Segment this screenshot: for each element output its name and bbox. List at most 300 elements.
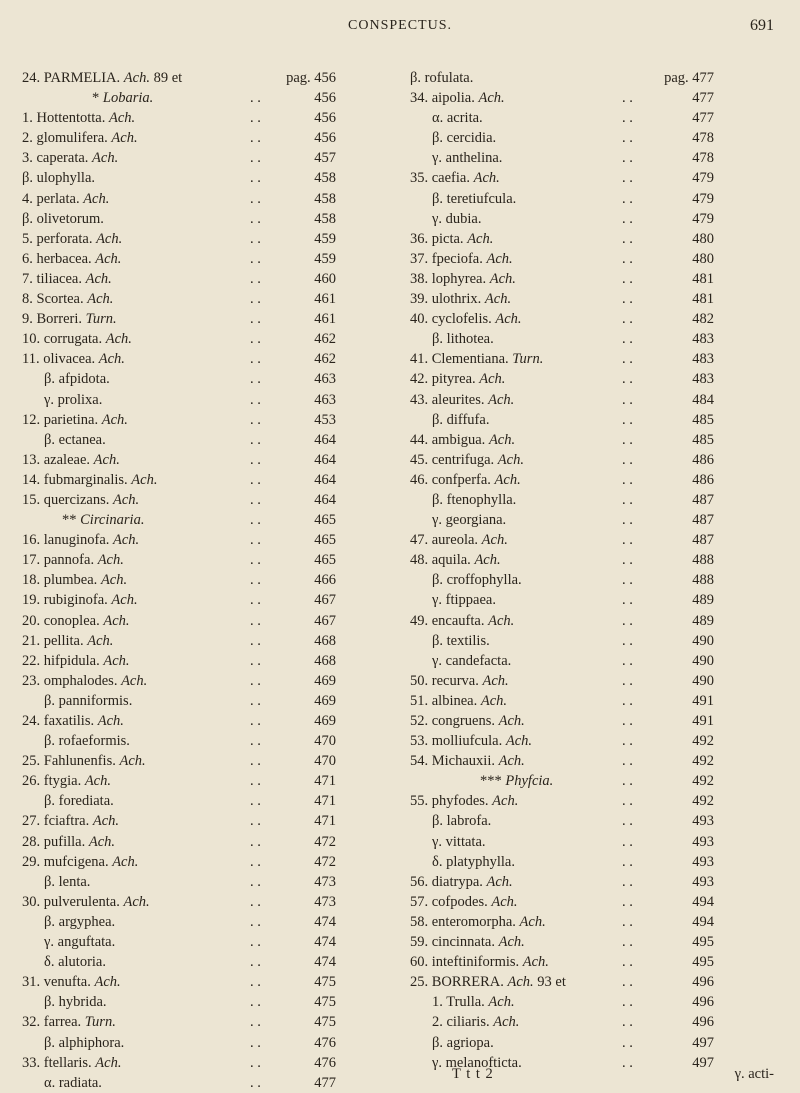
leader-dots: . .	[250, 592, 261, 609]
index-entry	[22, 128, 336, 148]
entry-page-number: 463	[314, 391, 336, 408]
entry-label: 17. pannofa. Ach.	[22, 552, 124, 569]
entry-page-number: 456	[314, 110, 336, 127]
entry-page-number: 461	[314, 291, 336, 308]
entry-label: * Lobaria.	[92, 90, 154, 107]
entry-label: 30. pulverulenta. Ach.	[22, 893, 150, 910]
leader-dots: . .	[622, 190, 633, 207]
leader-dots: . .	[250, 652, 261, 669]
entry-label: γ. prolixa.	[44, 391, 103, 408]
leader-dots: . .	[250, 150, 261, 167]
index-entry	[410, 992, 714, 1012]
entry-page-number: 495	[692, 954, 714, 971]
index-entry	[22, 671, 336, 691]
leader-dots: . .	[250, 371, 261, 388]
leader-dots: . .	[622, 170, 633, 187]
entry-page-number: 464	[314, 451, 336, 468]
index-entry	[410, 691, 714, 711]
entry-label: 14. fubmarginalis. Ach.	[22, 471, 158, 488]
index-entry	[410, 249, 714, 269]
entry-page-number: 470	[314, 733, 336, 750]
index-entry	[410, 811, 714, 831]
entry-page-number: 496	[692, 1014, 714, 1031]
index-entry	[22, 450, 336, 470]
entry-page-number: 458	[314, 210, 336, 227]
entry-label: 59. cincinnata. Ach.	[410, 934, 525, 951]
leader-dots: . .	[622, 291, 633, 308]
entry-label: 35. caefia. Ach.	[410, 170, 500, 187]
entry-page-number: 489	[692, 612, 714, 629]
entry-label: 3. caperata. Ach.	[22, 150, 119, 167]
entry-label: 28. pufilla. Ach.	[22, 833, 116, 850]
index-entry	[22, 832, 336, 852]
leader-dots: . .	[250, 391, 261, 408]
entry-page-number: pag. 456	[286, 70, 336, 86]
entry-label: 20. conoplea. Ach.	[22, 612, 130, 629]
entry-page-number: 479	[692, 170, 714, 187]
leader-dots: . .	[250, 632, 261, 649]
entry-label: 5. perforata. Ach.	[22, 230, 123, 247]
index-entry	[22, 751, 336, 771]
entry-page-number: 494	[692, 893, 714, 910]
leader-dots: . .	[250, 210, 261, 227]
index-entry	[22, 510, 336, 530]
entry-label: 40. cyclofelis. Ach.	[410, 311, 522, 328]
index-entry	[22, 952, 336, 972]
entry-label: β. panniformis.	[44, 692, 133, 709]
entry-label: 57. cofpodes. Ach.	[410, 893, 518, 910]
entry-page-number: 477	[692, 110, 714, 127]
leader-dots: . .	[622, 813, 633, 830]
entry-page-number: 483	[692, 351, 714, 368]
index-entry	[22, 309, 336, 329]
index-entry	[22, 530, 336, 550]
entry-page-number: 497	[692, 1054, 714, 1071]
entry-label: β. cercidia.	[432, 130, 497, 147]
index-entry	[22, 189, 336, 209]
entry-label: 8. Scortea. Ach.	[22, 291, 114, 308]
index-entry	[22, 490, 336, 510]
index-entry	[22, 229, 336, 249]
index-entry	[410, 128, 714, 148]
entry-page-number: 479	[692, 190, 714, 207]
entry-label: β. lenta.	[44, 873, 91, 890]
entry-label: 56. diatrypa. Ach.	[410, 873, 513, 890]
leader-dots: . .	[622, 512, 633, 529]
entry-label: β. forediata.	[44, 793, 114, 810]
index-entry	[22, 590, 336, 610]
entry-page-number: 486	[692, 471, 714, 488]
leader-dots: . .	[250, 793, 261, 810]
leader-dots: . .	[622, 672, 633, 689]
entry-label: 36. picta. Ach.	[410, 230, 494, 247]
entry-page-number: 475	[314, 974, 336, 991]
entry-page-number: 493	[692, 833, 714, 850]
entry-label: ** Circinaria.	[62, 512, 145, 529]
leader-dots: . .	[250, 532, 261, 549]
index-entry	[410, 68, 714, 88]
index-entry	[410, 711, 714, 731]
leader-dots: . .	[622, 130, 633, 147]
index-entry	[410, 550, 714, 570]
entry-label: 52. congruens. Ach.	[410, 713, 525, 729]
index-entry	[410, 189, 714, 209]
index-entry	[22, 912, 336, 932]
index-entry	[410, 912, 714, 932]
leader-dots: . .	[250, 773, 261, 790]
index-entry	[22, 550, 336, 570]
leader-dots: . .	[622, 1054, 633, 1071]
leader-dots: . .	[250, 311, 261, 328]
leader-dots: . .	[250, 110, 261, 127]
leader-dots: . .	[622, 612, 633, 629]
leader-dots: . .	[250, 170, 261, 187]
entry-page-number: 457	[314, 150, 336, 167]
entry-page-number: 473	[314, 893, 336, 910]
leader-dots: . .	[250, 471, 261, 488]
leader-dots: . .	[622, 250, 633, 267]
entry-page-number: 464	[314, 491, 336, 508]
entry-page-number: 482	[692, 311, 714, 328]
entry-label: 34. aipolia. Ach.	[410, 90, 505, 107]
leader-dots: . .	[622, 592, 633, 609]
entry-label: 25. BORRERA. Ach. 93 et	[410, 974, 566, 991]
entry-page-number: 464	[314, 471, 336, 488]
leader-dots: . .	[622, 491, 633, 508]
entry-page-number: 481	[692, 291, 714, 308]
entry-page-number: 487	[692, 512, 714, 529]
entry-page-number: 493	[692, 853, 714, 870]
entry-page-number: 477	[314, 1074, 336, 1091]
leader-dots: . .	[250, 994, 261, 1011]
index-entry	[410, 410, 714, 430]
entry-page-number: 465	[314, 512, 336, 529]
leader-dots: . .	[250, 230, 261, 247]
entry-label: 50. recurva. Ach.	[410, 672, 509, 689]
leader-dots: . .	[622, 270, 633, 287]
entry-page-number: 480	[692, 250, 714, 267]
entry-page-number: 466	[314, 572, 336, 589]
catchword: γ. acti-	[734, 1066, 774, 1082]
entry-page-number: 489	[692, 592, 714, 609]
entry-page-number: 459	[314, 230, 336, 247]
entry-label: β. rofaeformis.	[44, 733, 130, 750]
index-entry	[22, 68, 336, 88]
entry-label: 37. fpeciofa. Ach.	[410, 250, 513, 267]
index-entry	[410, 88, 714, 108]
entry-label: 26. ftygia. Ach.	[22, 773, 111, 790]
index-entry	[410, 329, 714, 349]
entry-label: 58. enteromorpha. Ach.	[410, 913, 546, 930]
leader-dots: . .	[622, 391, 633, 408]
entry-label: 1. Trulla. Ach.	[432, 994, 515, 1011]
entry-page-number: 481	[692, 270, 714, 287]
index-column-right	[410, 68, 714, 1073]
index-entry	[410, 832, 714, 852]
entry-label: γ. melanofticta.	[432, 1054, 522, 1071]
entry-label: γ. dubia.	[432, 210, 482, 227]
index-entry	[410, 771, 714, 791]
leader-dots: . .	[250, 1074, 261, 1091]
index-entry	[22, 972, 336, 992]
index-entry	[22, 711, 336, 731]
entry-label: β. afpidota.	[44, 371, 110, 388]
entry-page-number: 465	[314, 552, 336, 569]
entry-label: 2. ciliaris. Ach.	[432, 1014, 520, 1031]
entry-page-number: 473	[314, 873, 336, 890]
index-entry	[410, 229, 714, 249]
entry-page-number: 456	[314, 90, 336, 107]
entry-label: β. argyphea.	[44, 913, 116, 930]
leader-dots: . .	[622, 1014, 633, 1031]
entry-label: 45. centrifuga. Ach.	[410, 451, 524, 468]
entry-label: 47. aureola. Ach.	[410, 532, 508, 549]
leader-dots: . .	[250, 270, 261, 287]
entry-page-number: 472	[314, 833, 336, 850]
entry-page-number: 458	[314, 170, 336, 187]
entry-page-number: 462	[314, 331, 336, 348]
leader-dots: . .	[622, 773, 633, 790]
index-entry	[22, 811, 336, 831]
entry-page-number: 495	[692, 934, 714, 951]
entry-label: β. textilis.	[432, 632, 490, 649]
index-entry	[410, 269, 714, 289]
leader-dots: . .	[622, 371, 633, 388]
entry-label: β. rofulata.	[410, 70, 474, 86]
entry-page-number: 497	[692, 1034, 714, 1051]
leader-dots: . .	[622, 532, 633, 549]
entry-page-number: 469	[314, 713, 336, 729]
entry-label: β. teretiufcula.	[432, 190, 517, 207]
entry-label: β. agriopa.	[432, 1034, 494, 1051]
entry-label: 12. parietina. Ach.	[22, 411, 128, 428]
entry-label: 41. Clementiana. Turn.	[410, 351, 544, 368]
leader-dots: . .	[250, 130, 261, 147]
entry-label: α. acrita.	[432, 110, 483, 127]
leader-dots: . .	[250, 934, 261, 951]
entry-page-number: 476	[314, 1034, 336, 1051]
entry-label: 49. encaufta. Ach.	[410, 612, 515, 629]
entry-page-number: 480	[692, 230, 714, 247]
entry-label: β. diffufa.	[432, 411, 490, 428]
index-entry	[22, 1012, 336, 1032]
leader-dots: . .	[622, 853, 633, 870]
leader-dots: . .	[250, 692, 261, 709]
leader-dots: . .	[250, 572, 261, 589]
leader-dots: . .	[622, 572, 633, 589]
leader-dots: . .	[250, 431, 261, 448]
index-entry	[410, 349, 714, 369]
index-entry	[410, 791, 714, 811]
entry-label: δ. platyphylla.	[432, 853, 515, 870]
index-entry	[22, 349, 336, 369]
entry-page-number: 465	[314, 532, 336, 549]
entry-label: γ. vittata.	[432, 833, 486, 850]
entry-label: β. hybrida.	[44, 994, 107, 1011]
index-entry	[22, 148, 336, 168]
entry-page-number: 471	[314, 793, 336, 810]
leader-dots: . .	[622, 451, 633, 468]
entry-page-number: 493	[692, 873, 714, 890]
entry-page-number: 474	[314, 934, 336, 951]
index-entry	[410, 590, 714, 610]
entry-page-number: 490	[692, 632, 714, 649]
leader-dots: . .	[622, 994, 633, 1011]
entry-page-number: 461	[314, 311, 336, 328]
index-entry	[410, 872, 714, 892]
entry-label: β. ulophylla.	[22, 170, 96, 187]
leader-dots: . .	[622, 411, 633, 428]
leader-dots: . .	[250, 713, 261, 729]
entry-label: β. labrofa.	[432, 813, 492, 830]
entry-page-number: 491	[692, 713, 714, 729]
index-entry	[410, 1033, 714, 1053]
leader-dots: . .	[622, 974, 633, 991]
leader-dots: . .	[622, 954, 633, 971]
index-entry	[22, 1053, 336, 1073]
leader-dots: . .	[250, 873, 261, 890]
entry-label: 60. inteftiniformis. Ach.	[410, 954, 549, 971]
entry-page-number: 494	[692, 913, 714, 930]
entry-page-number: 467	[314, 592, 336, 609]
entry-page-number: 475	[314, 1014, 336, 1031]
entry-page-number: 458	[314, 190, 336, 207]
index-entry	[410, 972, 714, 992]
index-entry	[22, 932, 336, 952]
leader-dots: . .	[250, 954, 261, 971]
index-entry	[22, 108, 336, 128]
leader-dots: . .	[622, 552, 633, 569]
entry-page-number: 464	[314, 431, 336, 448]
entry-label: 29. mufcigena. Ach.	[22, 853, 139, 870]
leader-dots: . .	[622, 150, 633, 167]
entry-page-number: 483	[692, 371, 714, 388]
entry-label: 25. Fahlunenfis. Ach.	[22, 753, 146, 770]
entry-label: 38. lophyrea. Ach.	[410, 270, 516, 287]
index-entry	[22, 249, 336, 269]
entry-label: 31. venufta. Ach.	[22, 974, 121, 991]
entry-page-number: 486	[692, 451, 714, 468]
leader-dots: . .	[622, 351, 633, 368]
leader-dots: . .	[250, 813, 261, 830]
entry-label: β. alphiphora.	[44, 1034, 125, 1051]
entry-label: 42. pityrea. Ach.	[410, 371, 506, 388]
entry-page-number: 490	[692, 672, 714, 689]
entry-page-number: 468	[314, 652, 336, 669]
entry-label: 18. plumbea. Ach.	[22, 572, 128, 589]
entry-page-number: 468	[314, 632, 336, 649]
entry-page-number: 470	[314, 753, 336, 770]
entry-label: γ. anguftata.	[44, 934, 116, 951]
index-entry	[22, 168, 336, 188]
index-entry	[22, 570, 336, 590]
entry-label: 44. ambigua. Ach.	[410, 431, 516, 448]
leader-dots: . .	[622, 934, 633, 951]
entry-page-number: 469	[314, 692, 336, 709]
entry-label: 53. molliufcula. Ach.	[410, 733, 533, 750]
entry-label: γ. candefacta.	[432, 652, 512, 669]
leader-dots: . .	[250, 190, 261, 207]
leader-dots: . .	[622, 110, 633, 127]
index-entry	[22, 631, 336, 651]
entry-page-number: 491	[692, 692, 714, 709]
entry-label: 22. hifpidula. Ach.	[22, 652, 130, 669]
entry-page-number: pag. 477	[664, 70, 714, 86]
index-entry	[410, 390, 714, 410]
leader-dots: . .	[622, 90, 633, 107]
index-entry	[22, 88, 336, 108]
entry-label: 55. phyfodes. Ach.	[410, 793, 519, 810]
entry-page-number: 463	[314, 371, 336, 388]
leader-dots: . .	[250, 672, 261, 689]
entry-page-number: 479	[692, 210, 714, 227]
entry-label: 2. glomulifera. Ach.	[22, 130, 138, 147]
index-entry	[22, 611, 336, 631]
index-entry	[22, 651, 336, 671]
entry-page-number: 490	[692, 652, 714, 669]
entry-label: 32. farrea. Turn.	[22, 1014, 116, 1031]
index-entry	[22, 369, 336, 389]
entry-page-number: 485	[692, 431, 714, 448]
leader-dots: . .	[622, 431, 633, 448]
leader-dots: . .	[622, 893, 633, 910]
leader-dots: . .	[250, 411, 261, 428]
index-entry	[22, 209, 336, 229]
index-entry	[410, 1012, 714, 1032]
entry-label: 48. aquila. Ach.	[410, 552, 501, 569]
index-entry	[410, 852, 714, 872]
leader-dots: . .	[622, 753, 633, 770]
index-column-left	[22, 68, 336, 1093]
index-entry	[22, 329, 336, 349]
entry-page-number: 492	[692, 773, 714, 790]
index-entry	[410, 530, 714, 550]
leader-dots: . .	[250, 351, 261, 368]
index-entry	[410, 651, 714, 671]
entry-page-number: 492	[692, 733, 714, 750]
entry-page-number: 488	[692, 572, 714, 589]
leader-dots: . .	[622, 230, 633, 247]
entry-page-number: 474	[314, 954, 336, 971]
entry-page-number: 488	[692, 552, 714, 569]
entry-label: *** Phyfcia.	[480, 773, 554, 790]
entry-label: 46. confperfa. Ach.	[410, 471, 521, 488]
index-entry	[410, 892, 714, 912]
leader-dots: . .	[250, 552, 261, 569]
leader-dots: . .	[622, 632, 633, 649]
entry-page-number: 493	[692, 813, 714, 830]
entry-label: 13. azaleae. Ach.	[22, 451, 120, 468]
entry-page-number: 496	[692, 974, 714, 991]
entry-page-number: 476	[314, 1054, 336, 1071]
entry-label: β. croffophylla.	[432, 572, 522, 589]
entry-page-number: 487	[692, 491, 714, 508]
entry-page-number: 478	[692, 130, 714, 147]
entry-page-number: 485	[692, 411, 714, 428]
entry-page-number: 492	[692, 753, 714, 770]
entry-page-number: 453	[314, 411, 336, 428]
entry-page-number: 474	[314, 913, 336, 930]
entry-page-number: 477	[692, 90, 714, 107]
entry-label: 33. ftellaris. Ach.	[22, 1054, 122, 1071]
leader-dots: . .	[622, 793, 633, 810]
entry-label: α. radiata.	[44, 1074, 102, 1091]
entry-page-number: 487	[692, 532, 714, 549]
entry-page-number: 472	[314, 853, 336, 870]
leader-dots: . .	[622, 873, 633, 890]
index-entry	[22, 390, 336, 410]
index-entry	[410, 952, 714, 972]
